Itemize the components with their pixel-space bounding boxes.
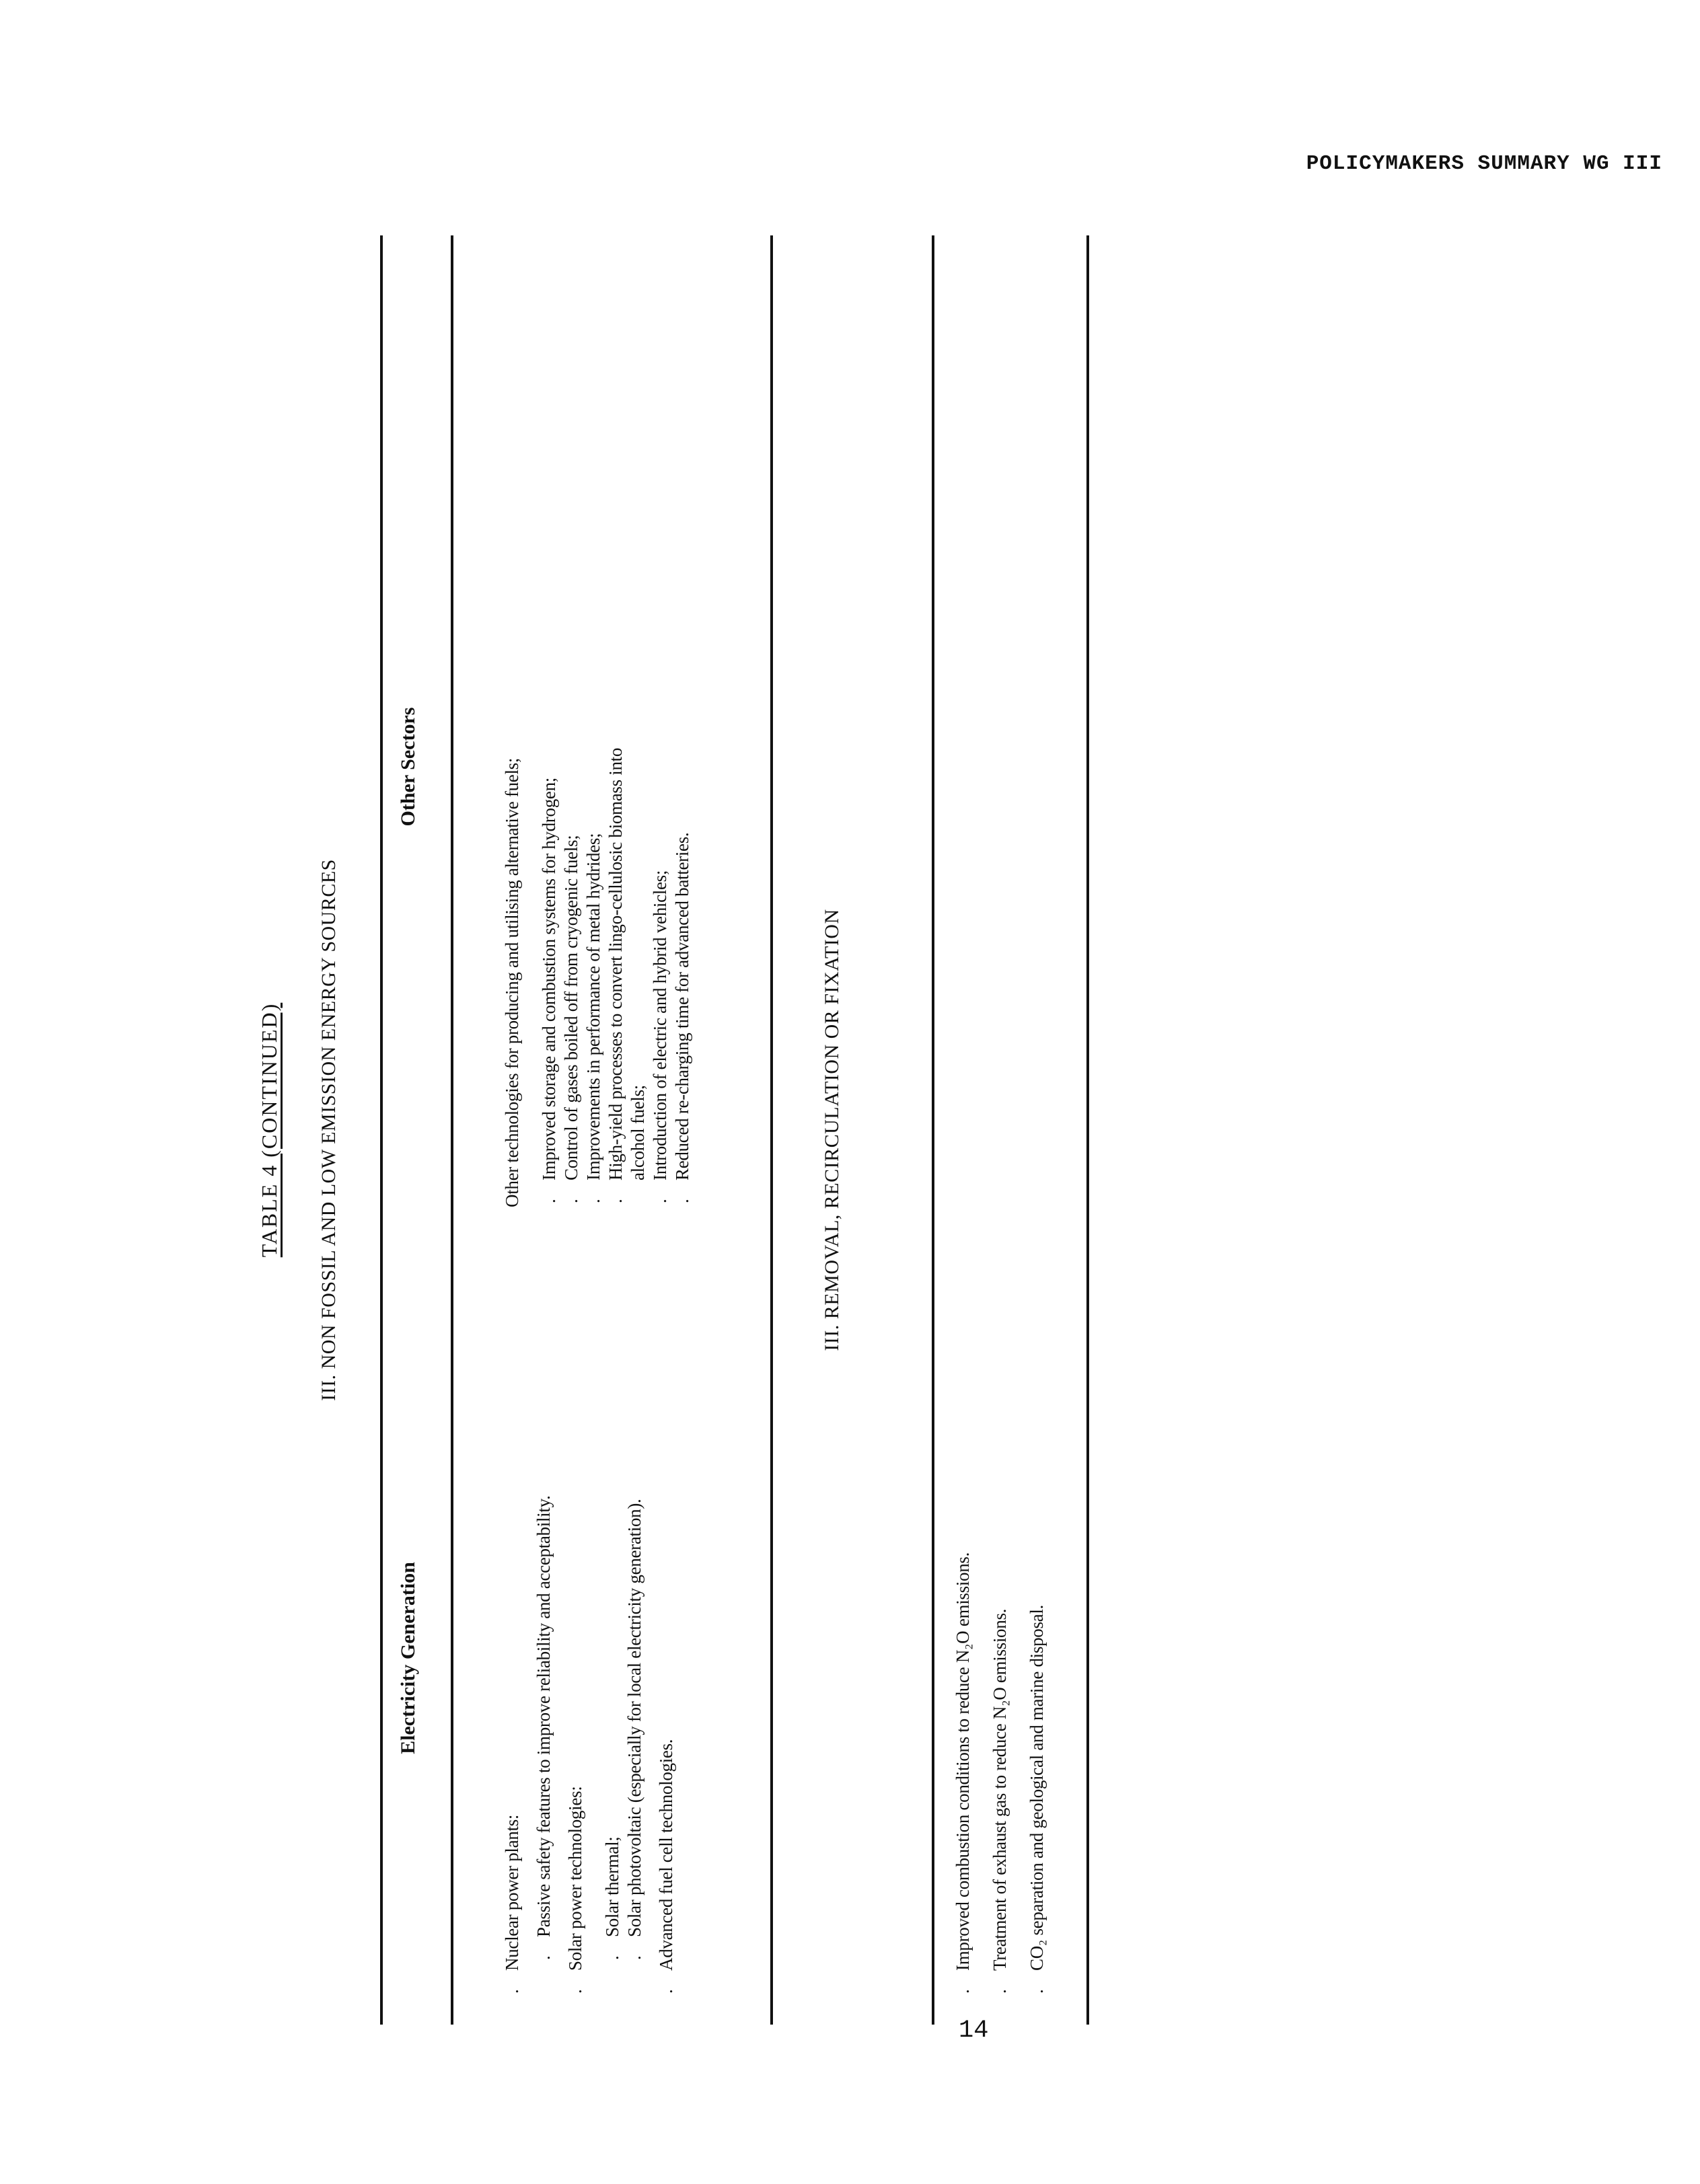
column-header-electricity: Electricity Generation — [397, 1562, 419, 1754]
list-item: Other technologies for producing and utilising alternative fuels; — [502, 757, 522, 1207]
list-item: . Nuclear power plants: — [502, 1814, 522, 1994]
table-title: TABLE 4 (CONTINUED) — [257, 1002, 281, 1258]
list-item: . Introduction of electric and hybrid vehicles; — [650, 870, 670, 1203]
list-item: . Improvements in performance of metal hydrides; — [583, 833, 603, 1203]
electricity-generation-list — [501, 1495, 677, 1998]
section-title-removal: III. REMOVAL, RECIRCULATION OR FIXATION — [821, 909, 843, 1351]
list-item: . Improved combustion conditions to reduce N₂O emissions. — [953, 1552, 973, 1994]
list-item: . Solar power technologies: — [565, 1786, 585, 1994]
rotated-table — [242, 235, 1224, 2025]
list-item: . CO₂ separation and geological and marine disposal. — [1027, 1604, 1047, 1994]
list-item: . Advanced fuel cell technologies. — [656, 1739, 676, 1994]
list-item: . Improved storage and combustion systems for hydrogen; — [539, 778, 559, 1203]
header-rule — [451, 235, 453, 2025]
page-number: 14 — [959, 2017, 989, 2045]
list-item: . Reduced re-charging time for advanced batteries. — [672, 832, 692, 1203]
removal-list — [952, 1552, 1048, 1998]
list-item: . Control of gases boiled off from cryogenic fuels; — [561, 835, 581, 1203]
section-end-rule — [770, 235, 773, 2025]
list-item: . High-yield processes to convert lingo-cellulosic biomass into — [605, 747, 626, 1203]
section-title-energy-sources: III. NON FOSSIL AND LOW EMISSION ENERGY SOURCES — [318, 859, 340, 1401]
list-item-continuation: alcohol fuels; — [628, 1084, 648, 1180]
running-head: POLICYMAKERS SUMMARY WG III — [1306, 152, 1662, 176]
list-item: . Solar thermal; — [602, 1836, 622, 1960]
column-header-other-sectors: Other Sectors — [397, 707, 419, 827]
list-item: . Passive safety features to improve reliability and acceptability. — [533, 1495, 554, 1960]
other-sectors-list — [501, 748, 694, 1207]
list-item: . Treatment of exhaust gas to reduce N₂O emissions. — [990, 1608, 1010, 1994]
bottom-rule — [1086, 235, 1089, 2025]
top-rule — [380, 235, 383, 2025]
section2-top-rule — [932, 235, 934, 2025]
list-item: . Solar photovoltaic (especially for local electricity generation). — [624, 1499, 644, 1960]
